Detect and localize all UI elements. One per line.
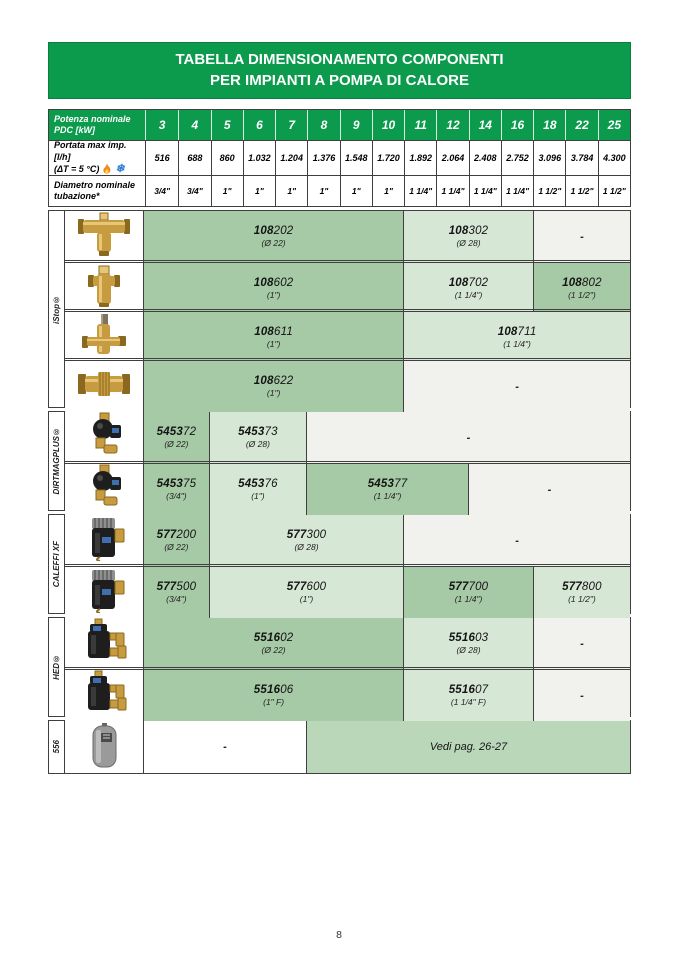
product-image-cell	[65, 464, 144, 515]
empty-dash: -	[515, 380, 519, 393]
group-label	[49, 721, 65, 773]
product-code	[449, 277, 489, 289]
product-code-series: 577	[448, 581, 469, 593]
diameter-value-4: 1"	[275, 176, 307, 206]
empty-dash: -	[580, 230, 584, 243]
empty-dash: -	[580, 637, 584, 650]
table-row	[65, 309, 630, 358]
header-label-potenza	[49, 110, 146, 140]
product-code-variant: 200	[176, 529, 197, 541]
table-row	[65, 667, 630, 716]
flame-icon	[102, 163, 112, 176]
kw-column-13: 22	[565, 110, 597, 140]
code-cell	[403, 361, 630, 412]
product-image-cell	[65, 312, 144, 363]
empty-dash: -	[223, 741, 227, 753]
product-size: (Ø 22)	[164, 542, 189, 552]
product-code	[254, 375, 294, 387]
product-code	[254, 225, 294, 237]
code-cell	[144, 361, 403, 412]
istop-inline-valve-icon	[76, 361, 132, 412]
product-size: (Ø 22)	[261, 645, 286, 655]
caleffi-xf-filter-icon	[76, 515, 132, 566]
product-code	[287, 529, 327, 541]
product-code-series: 577	[156, 529, 177, 541]
product-code-variant: 622	[273, 375, 294, 387]
diameter-value-9: 1 1/4"	[436, 176, 468, 206]
diameter-value-1: 3/4"	[178, 176, 210, 206]
product-code-variant: 07	[475, 684, 489, 696]
kw-column-6: 9	[340, 110, 372, 140]
product-code-variant: 300	[306, 529, 327, 541]
diameter-value-12: 1 1/2"	[533, 176, 565, 206]
page-title	[48, 42, 631, 99]
kw-column-5: 8	[307, 110, 339, 140]
product-size: (1" F)	[263, 697, 285, 707]
header-label-portata	[49, 141, 146, 175]
product-code-series: 5516	[253, 684, 281, 696]
product-code	[238, 426, 278, 438]
product-code-variant: 800	[581, 581, 602, 593]
diametro-label-line1: Diametro nominale	[54, 179, 136, 190]
code-cell	[144, 721, 306, 773]
product-code-series: 577	[286, 581, 307, 593]
flow-value-5: 1.376	[307, 141, 339, 175]
code-cell	[209, 412, 306, 463]
table-row	[65, 211, 630, 260]
flow-value-12: 3.096	[533, 141, 565, 175]
potenza-label-line2: PDC [kW]	[54, 125, 95, 135]
product-code	[157, 426, 197, 438]
code-cell	[403, 567, 533, 618]
product-code	[498, 326, 537, 338]
product-size: (1")	[266, 339, 281, 349]
product-code-series: 577	[286, 529, 307, 541]
product-code-variant: 711	[517, 326, 537, 338]
code-cell	[306, 464, 468, 515]
group-rows	[65, 618, 630, 716]
product-image-cell	[65, 670, 144, 721]
product-code-variant: 500	[176, 581, 197, 593]
kw-column-4: 7	[275, 110, 307, 140]
product-code	[449, 225, 489, 237]
product-code-series: 108	[562, 277, 582, 289]
code-cell	[403, 312, 630, 363]
product-code-series: 108	[448, 225, 469, 237]
portata-label-line2: (ΔT = 5 °C)	[54, 163, 100, 174]
product-code-variant: 602	[273, 277, 294, 289]
dirtmagplus-separator-icon	[76, 412, 132, 463]
flow-value-8: 1.892	[404, 141, 436, 175]
code-cell	[144, 464, 209, 515]
hed-deaerator-icon	[76, 670, 132, 721]
product-code	[254, 632, 294, 644]
product-code	[254, 326, 293, 338]
title-line-2: PER IMPIANTI A POMPA DI CALORE	[210, 72, 469, 89]
product-size: (1 1/2")	[568, 594, 596, 604]
product-code-variant: 202	[273, 225, 294, 237]
table-row	[65, 618, 630, 667]
product-size: (3/4")	[166, 491, 187, 501]
page-content	[48, 42, 631, 774]
product-image-cell	[65, 263, 144, 314]
diameter-value-7: 1"	[372, 176, 404, 206]
kw-column-14: 25	[598, 110, 630, 140]
product-size: (1")	[266, 388, 281, 398]
diameter-values-row	[146, 176, 630, 206]
code-cell	[209, 464, 306, 515]
code-cell	[533, 618, 630, 669]
product-code-variant: 73	[264, 426, 278, 438]
product-size: (3/4")	[166, 594, 187, 604]
empty-dash: -	[515, 534, 519, 547]
product-code	[157, 581, 197, 593]
code-cell	[533, 567, 630, 618]
product-size: (Ø 28)	[245, 439, 270, 449]
flow-value-4: 1.204	[275, 141, 307, 175]
istop-tee-valve-icon	[76, 211, 132, 262]
product-code-series: 5516	[448, 632, 476, 644]
code-cell	[144, 515, 209, 566]
product-code	[562, 581, 602, 593]
product-code	[449, 632, 489, 644]
kw-column-9: 12	[436, 110, 468, 140]
product-code-series: 5516	[448, 684, 476, 696]
table-row	[65, 358, 630, 407]
product-code-series: 108	[253, 375, 274, 387]
product-code-series: 5453	[238, 478, 265, 490]
hed-deaerator-icon	[76, 618, 132, 669]
diameter-value-5: 1"	[307, 176, 339, 206]
group-label	[49, 211, 65, 407]
product-image-cell	[65, 721, 144, 773]
product-code-variant: 72	[182, 426, 197, 438]
product-code-series: 5453	[367, 478, 395, 490]
code-cell	[306, 721, 630, 773]
product-code-series: 5453	[156, 478, 183, 490]
product-image-cell	[65, 567, 144, 618]
table-header	[48, 109, 631, 207]
product-code-series: 108	[448, 277, 469, 289]
istop-cross-valve-icon	[76, 263, 132, 314]
product-size: (1 1/4" F)	[450, 697, 487, 707]
product-code	[238, 478, 278, 490]
flow-value-3: 1.032	[243, 141, 275, 175]
product-code	[157, 478, 197, 490]
code-cell	[403, 211, 533, 262]
group-label	[49, 412, 65, 510]
flow-value-6: 1.548	[340, 141, 372, 175]
flow-values-row	[146, 141, 630, 175]
product-code	[449, 581, 489, 593]
product-code	[562, 277, 602, 289]
diameter-value-10: 1 1/4"	[469, 176, 501, 206]
group-rows	[65, 515, 630, 613]
code-cell	[144, 263, 403, 314]
code-cell	[533, 211, 630, 262]
see-page-note: Vedi pag. 26-27	[429, 741, 508, 753]
diameter-value-2: 1"	[211, 176, 243, 206]
product-code-variant: 02	[280, 632, 294, 644]
empty-dash: -	[466, 431, 471, 444]
product-code-variant: 700	[468, 581, 489, 593]
flow-value-1: 688	[178, 141, 210, 175]
product-size: (1 1/4")	[373, 491, 402, 501]
diameter-value-13: 1 1/2"	[565, 176, 597, 206]
flow-value-11: 2.752	[501, 141, 533, 175]
code-cell	[209, 567, 403, 618]
diameter-value-11: 1 1/4"	[501, 176, 533, 206]
code-cell	[144, 312, 403, 363]
page-number: 8	[336, 929, 342, 941]
empty-dash: -	[547, 483, 552, 496]
product-code-variant: 77	[394, 478, 408, 490]
product-code	[449, 684, 489, 696]
code-cell	[144, 670, 403, 721]
kw-column-2: 5	[211, 110, 243, 140]
product-group-hed	[48, 617, 631, 717]
table-row	[65, 515, 630, 564]
product-code-series: 108	[253, 277, 274, 289]
code-cell	[144, 618, 403, 669]
code-cell	[209, 515, 403, 566]
product-image-cell	[65, 361, 144, 412]
portata-label-line1: Portata max imp. [l/h]	[54, 140, 127, 162]
table-row	[65, 412, 630, 461]
group-label-text: CALEFFI XF	[52, 540, 61, 588]
flow-value-0: 516	[154, 153, 170, 163]
flow-value-9: 2.064	[436, 141, 468, 175]
kw-column-10: 14	[469, 110, 501, 140]
group-label	[49, 618, 65, 716]
product-group-caleffixf	[48, 514, 631, 614]
group-label-text: DIRTMAGPLUS®	[52, 427, 61, 495]
product-code-series: 577	[156, 581, 177, 593]
kw-column-7: 10	[372, 110, 404, 140]
product-size: (1")	[299, 594, 314, 604]
group-label-text: iStop®	[52, 294, 61, 324]
product-size: (1")	[251, 491, 265, 501]
product-size: (Ø 28)	[456, 238, 481, 248]
kw-columns	[146, 110, 630, 140]
product-size: (Ø 28)	[294, 542, 319, 552]
product-size: (1")	[266, 290, 281, 300]
product-code-variant: 611	[274, 326, 293, 338]
empty-dash: -	[580, 689, 584, 702]
product-code-series: 577	[562, 581, 582, 593]
product-code-series: 108	[497, 326, 518, 338]
flow-value-14: 4.300	[598, 141, 630, 175]
code-cell	[403, 618, 533, 669]
group-rows	[65, 721, 630, 773]
product-size: (1 1/4")	[454, 594, 483, 604]
header-row-portata	[49, 140, 630, 175]
diameter-value-8: 1 1/4"	[404, 176, 436, 206]
product-code	[254, 277, 294, 289]
diameter-value-14: 1 1/2"	[598, 176, 630, 206]
product-image-cell	[65, 515, 144, 566]
kw-column-1: 4	[178, 110, 210, 140]
istop-angle-valve-icon	[76, 312, 132, 363]
potenza-label-line1: Potenza nominale	[54, 113, 131, 124]
product-code-variant: 03	[475, 632, 489, 644]
product-code	[157, 529, 197, 541]
flow-value-13: 3.784	[565, 141, 597, 175]
product-code-series: 108	[253, 225, 274, 237]
product-image-cell	[65, 618, 144, 669]
code-cell	[403, 670, 533, 721]
product-code-variant: 302	[468, 225, 489, 237]
group-label	[49, 515, 65, 613]
product-code-variant: 76	[264, 478, 278, 490]
product-code-series: 5516	[253, 632, 281, 644]
diameter-value-6: 1"	[340, 176, 372, 206]
code-cell	[144, 211, 403, 262]
flow-value-10: 2.408	[469, 141, 501, 175]
code-cell	[144, 412, 209, 463]
kw-column-8: 11	[404, 110, 436, 140]
product-image-cell	[65, 211, 144, 262]
snowflake-icon: ❄	[115, 162, 125, 175]
product-image-cell	[65, 412, 144, 463]
product-size: (Ø 22)	[164, 439, 189, 449]
product-size: (1 1/4")	[454, 290, 483, 300]
product-size: (Ø 28)	[456, 645, 481, 655]
diameter-value-0: 3/4"	[154, 186, 171, 196]
code-cell	[403, 263, 533, 314]
table-row	[65, 260, 630, 309]
product-code	[368, 478, 408, 490]
code-cell	[533, 263, 630, 314]
product-code-variant: 75	[182, 478, 197, 490]
table-row	[65, 461, 630, 510]
code-cell	[144, 567, 209, 618]
product-code-series: 5453	[156, 426, 183, 438]
title-line-1: TABELLA DIMENSIONAMENTO COMPONENTI	[175, 51, 504, 68]
product-code	[287, 581, 327, 593]
caleffi-xf-filter-icon	[76, 567, 132, 618]
product-size: (1 1/2")	[568, 290, 596, 300]
header-label-diametro	[49, 176, 146, 206]
product-code-series: 5453	[238, 426, 265, 438]
product-code-variant: 802	[581, 277, 602, 289]
table-row	[65, 721, 630, 773]
header-row-potenza	[49, 110, 630, 140]
table-row	[65, 564, 630, 613]
kw-column-0: 3	[158, 118, 166, 132]
product-code-variant: 702	[468, 277, 489, 289]
code-cell	[533, 670, 630, 721]
flow-value-7: 1.720	[372, 141, 404, 175]
product-group-dirtmagplus	[48, 411, 631, 511]
code-cell	[403, 515, 630, 566]
product-size: (1 1/4")	[503, 339, 531, 349]
product-group-istop	[48, 210, 631, 408]
group-label-text: 556	[52, 740, 61, 754]
kw-column-3: 6	[243, 110, 275, 140]
dirtmagplus-separator-icon	[76, 464, 132, 515]
product-code-series: 108	[254, 326, 275, 338]
kw-column-11: 16	[501, 110, 533, 140]
product-groups	[48, 210, 631, 774]
kw-column-12: 18	[533, 110, 565, 140]
product-code	[254, 684, 294, 696]
product-size: (Ø 22)	[261, 238, 286, 248]
group-rows	[65, 412, 630, 510]
group-label-text: HED®	[52, 654, 61, 680]
header-row-diametro	[49, 175, 630, 206]
code-cell	[306, 412, 630, 463]
product-code-variant: 600	[306, 581, 327, 593]
group-rows	[65, 211, 630, 407]
diametro-label-line2: tubazione*	[54, 191, 100, 201]
code-cell	[468, 464, 630, 515]
diameter-value-3: 1"	[243, 176, 275, 206]
product-group-556	[48, 720, 631, 774]
expansion-tank-icon	[76, 722, 132, 773]
product-code-variant: 06	[280, 684, 294, 696]
flow-value-2: 860	[211, 141, 243, 175]
